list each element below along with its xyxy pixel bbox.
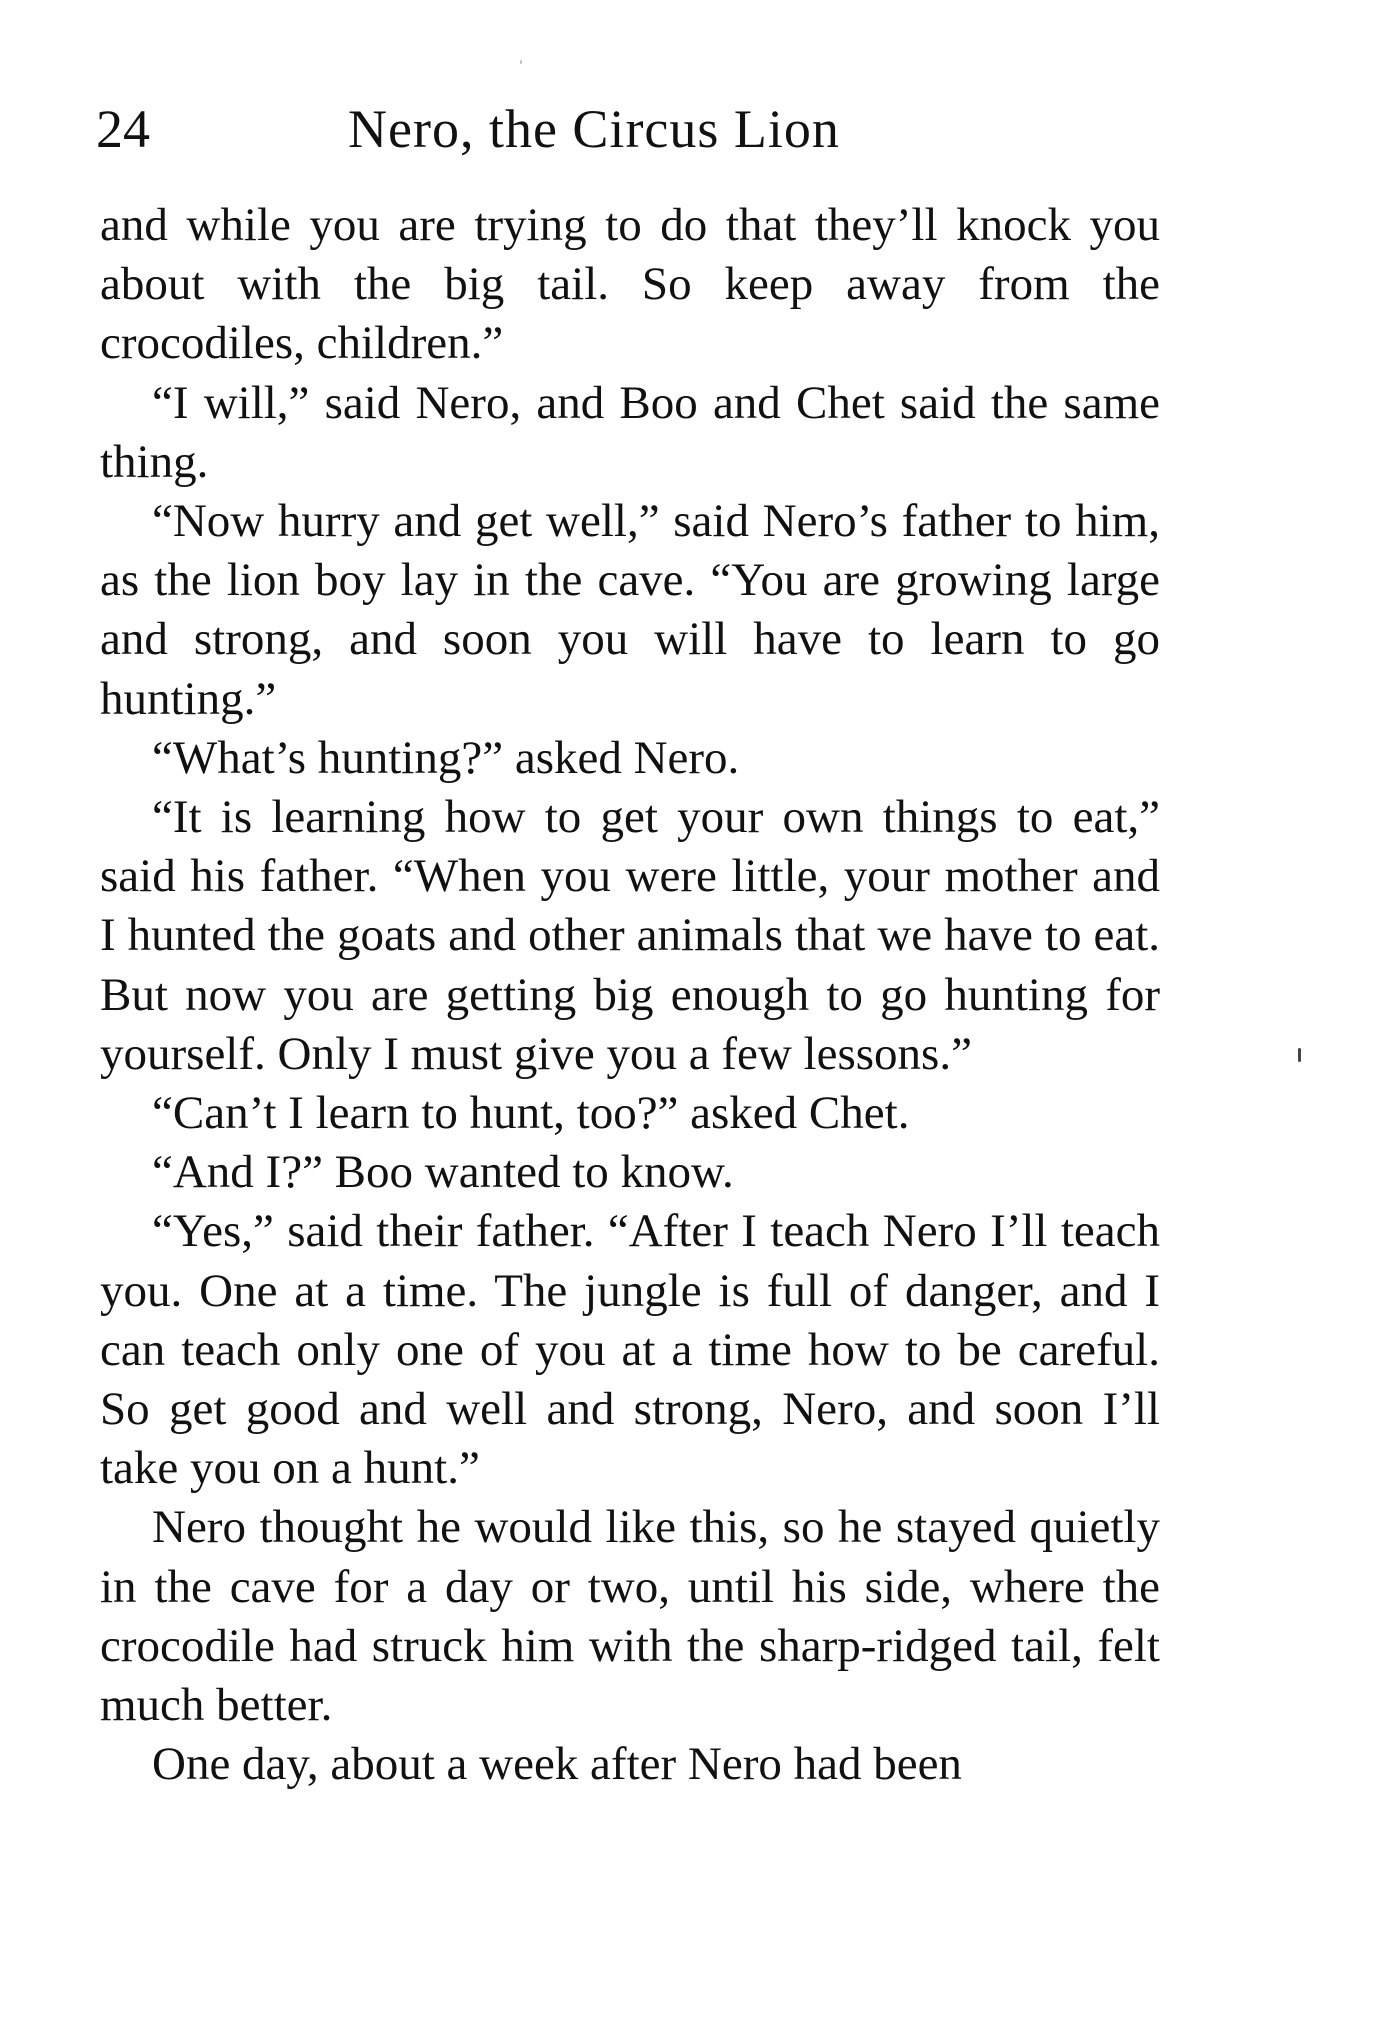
paragraph: “Can’t I learn to hunt, too?” asked Chet. (152, 1087, 910, 1140)
paragraph: and while you are trying to do that they’ll knock you about with the big tail. So keep away from the crocodiles, children.” (100, 199, 1160, 370)
paragraph: One day, about a week after Nero had been (152, 1738, 962, 1791)
running-title: Nero, the Circus Lion (348, 99, 840, 159)
paragraph: “Yes,” said their father. “After I teach Nero I’ll teach you. One at a time. The jungle is full of danger, and I can teach only one of you at a time how to be careful. So get good and well and strong, Nero, and soon I’ll take you on a hunt.” (100, 1205, 1160, 1495)
paragraph: “What’s hunting?” asked Nero. (152, 731, 740, 784)
paragraph: “I will,” said Nero, and Boo and Chet said the same thing. (100, 376, 1160, 488)
page-number: 24 (96, 99, 150, 159)
scan-speck (520, 60, 522, 64)
paragraph: Nero thought he would like this, so he stayed quietly in the cave for a day or two, until his side, where the crocodile had struck him with the sharp-ridged tail, felt much better. (100, 1501, 1160, 1732)
paragraph: “It is learning how to get your own things to eat,” said his father. “When you were little, your mother and I hunted the goats and other animals that we have to eat. But now you are getting big enough to go hunting for yourself. Only I must give you a few lessons.” (100, 791, 1160, 1080)
paragraph: “Now hurry and get well,” said Nero’s father to him, as the lion boy lay in the cave. “You are growing large and strong, and soon you will have to learn to go hunting.” (100, 495, 1160, 725)
body-text (100, 196, 1160, 1794)
paragraph: “And I?” Boo wanted to know. (152, 1146, 734, 1199)
scan-speck (1298, 1048, 1301, 1062)
page-header (96, 94, 1156, 164)
